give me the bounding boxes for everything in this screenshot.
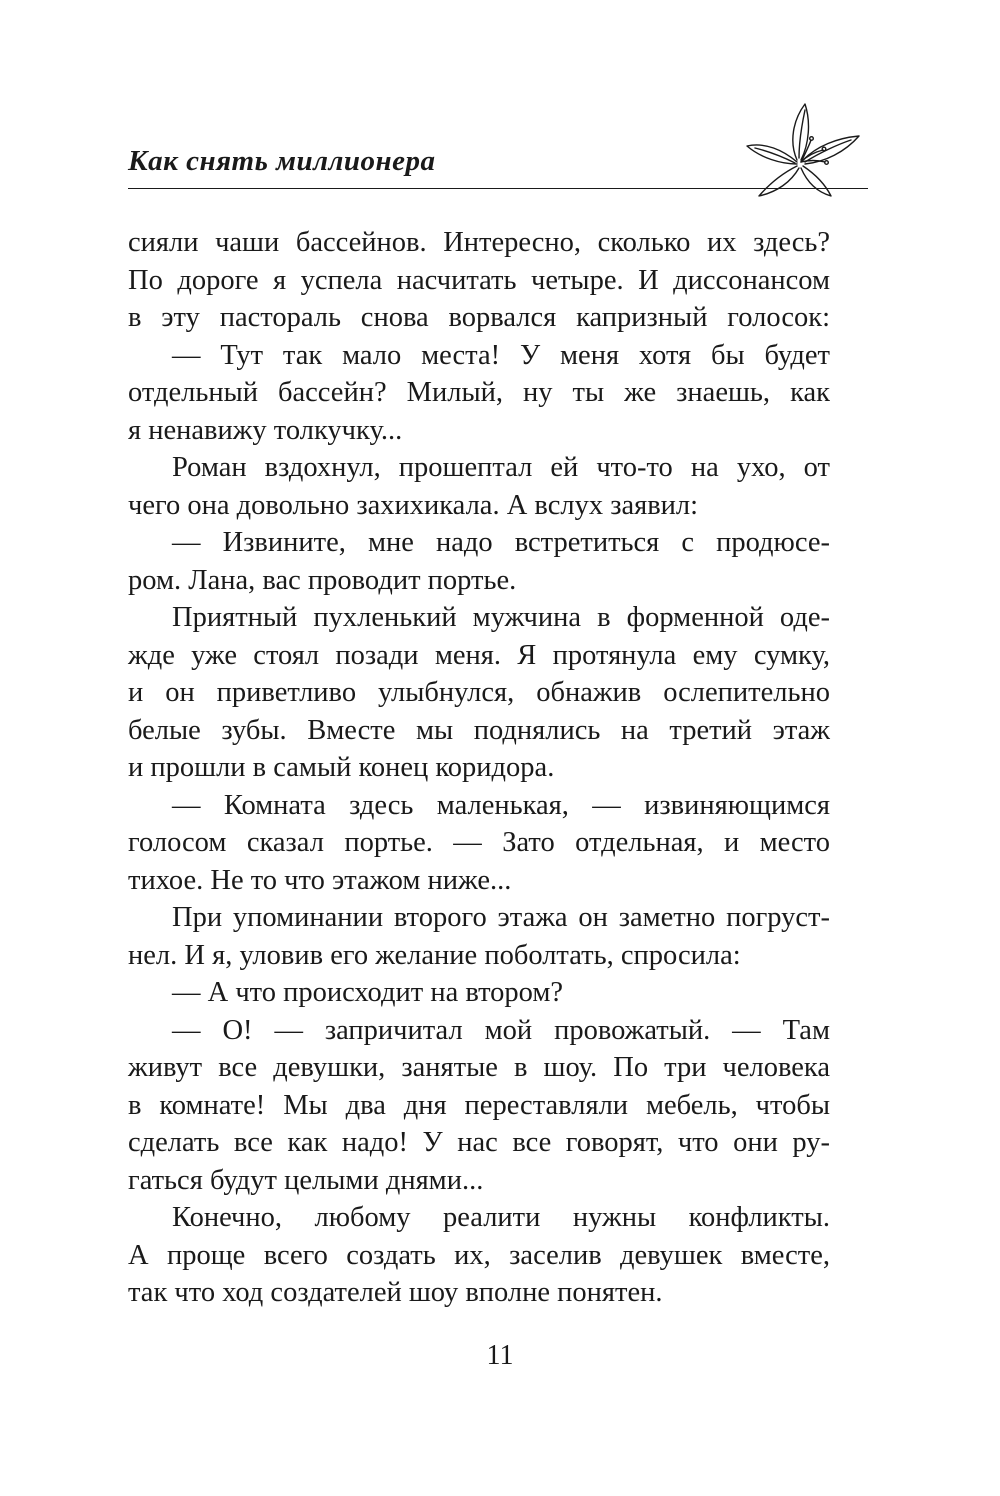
text-line: По дороге я успела насчитать четыре. И диссонансом: [128, 264, 830, 296]
text-line: я ненавижу толкучку...: [128, 414, 403, 446]
text-line: А проще всего создать их, заселив девушек вместе,: [128, 1239, 830, 1271]
text-line: чего она довольно захихикала. А вслух заявил:: [128, 489, 699, 521]
text-line: Конечно, любому реалити нужны конфликты.: [172, 1202, 830, 1233]
text-line: При упоминании второго этажа он заметно погруст-: [172, 902, 830, 933]
text-line: сделать все как надо! У нас все говорят, что они ру-: [128, 1127, 830, 1158]
text-line: белые зубы. Вместе мы поднялись на третий этаж: [128, 714, 830, 746]
text-line: жде уже стоял позади меня. Я протянула ему сумку,: [128, 639, 830, 671]
text-line: и прошли в самый конец коридора.: [128, 752, 555, 783]
text-line: нел. И я, уловив его желание поболтать, спросила:: [128, 939, 741, 971]
text-line: голосом сказал портье. — Зато отдельная, и место: [128, 827, 830, 858]
text-line: гаться будут целыми днями...: [128, 1164, 484, 1196]
text-line: — А что происходит на втором?: [172, 977, 564, 1008]
text-line: и он приветливо улыбнулся, обнажив ослепительно: [128, 677, 830, 708]
body-text: [128, 224, 830, 1312]
text-line: — О! — запричитал мой провожатый. — Там: [172, 1014, 830, 1046]
text-line: тихое. Не то что этажом ниже...: [128, 864, 512, 896]
text-line: — Комната здесь маленькая, — извиняющимся: [172, 789, 830, 821]
text-line: ром. Лана, вас проводит портье.: [128, 564, 517, 596]
text-line: — Извините, мне надо встретиться с продюсе-: [172, 527, 830, 558]
text-line: отдельный бассейн? Милый, ну ты же знаешь, как: [128, 377, 830, 408]
text-line: сияли чаши бассейнов. Интересно, сколько их здесь?: [128, 227, 830, 258]
text-line: Роман вздохнул, прошептал ей что-то на ухо, от: [172, 452, 830, 483]
text-line: Приятный пухленький мужчина в форменной оде-: [172, 602, 830, 633]
running-head: Как снять миллионера: [128, 145, 436, 177]
text-line: в комнате! Мы два дня переставляли мебель, чтобы: [128, 1089, 830, 1121]
text-line: — Тут так мало места! У меня хотя бы будет: [172, 339, 830, 371]
lily-flower-icon: [745, 100, 865, 200]
text-line: так что ход создателей шоу вполне понятен.: [128, 1277, 663, 1308]
text-line: живут все девушки, занятые в шоу. По три человека: [128, 1052, 830, 1083]
page-number: 11: [486, 1340, 514, 1371]
text-line: в эту пастораль снова ворвался капризный голосок:: [128, 302, 830, 333]
